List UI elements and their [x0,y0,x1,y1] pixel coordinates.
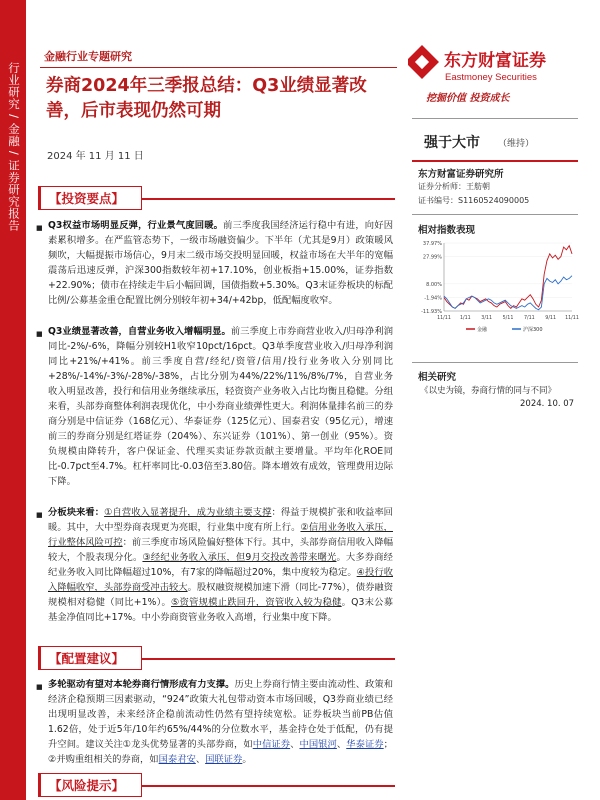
section-title: 【风险提示】 [49,778,125,793]
picks-group-2: 国泰君安、国联证券 [158,754,243,765]
key-point-segments [48,507,393,623]
cert-number: 证书编号：S1160524090005 [418,196,530,205]
legend-label: 沪深300 [523,327,543,333]
rating-bottom-rule [412,160,578,162]
section-rule [142,198,395,200]
chart-title: 相对指数表现 [418,225,476,236]
allocation-lead: 多轮驱动有望对本轮券商行情形成有力支撑。 [48,679,235,690]
picks-group-1: 中信证券、中国银河、华泰证券 [252,739,384,750]
report-date: 2024 年 11 月 11 日 [47,151,144,162]
x-tick-label: 11/11 [437,316,451,321]
y-tick-label: 37.97% [422,241,442,247]
y-tick-label: 8.00% [426,281,442,288]
allocation-mid: ；②并购重组相关的券商，如 [48,739,393,765]
stock-link[interactable]: 中信证券 [252,739,291,750]
legend-label: 金融 [477,327,488,333]
x-tick-label: 7/11 [523,316,535,321]
segment-text: 。Q3末公募基金净值同比+17%。中小券商资管业务收入高增，行业集中度下降。 [48,597,394,623]
analyst-name: 证券分析师：王舫朝 [418,182,490,191]
stock-link[interactable]: 国联证券 [205,754,243,765]
brand-name-en: Eastmoney Securities [445,72,537,83]
stock-link[interactable]: 华泰证券 [346,739,384,750]
x-tick-label: 3/11 [481,316,493,321]
section-title: 【配置建议】 [49,651,125,666]
segment-text: 。大多券商经纪业务收入同比降幅超过10%，有7家的降幅超过20%，集中度较为稳定。 [48,552,393,578]
page-title: 券商2024年三季报总结：Q3业绩显著改善，后市表现仍然可期 [46,76,367,121]
allocation-body: 历史上券商行情主要由流动性、政策和经济企稳预期三因素驱动，“924”政策大礼包带动资本市场回暖，Q3券商业绩已经出现明显改善，未来经济企稳前流动性仍然有望持续宽松。证券板块当前PB估值1.62倍，处于近5年/10年约65%/44%的分位数水平，基金持仓处于低配，仍有提升空间。建议关注①龙头优势显著的头部券商，如 [48,679,393,750]
x-tick-label: 1/11 [459,316,471,321]
rating-box [410,122,580,154]
y-tick-label: -11.93% [421,309,442,315]
bullet-icon: ■ [36,224,43,232]
segment-highlight: ④投行收入降幅收窄，头部券商受冲击较大 [48,567,393,593]
segment-highlight: ⑤资管规模止跌回升，资管收入较为稳健 [171,597,342,608]
segment-highlight: ③经纪业务收入承压，但9月交投改善带来曙光 [142,552,337,563]
segment-text: ：前三季度市场风险偏好整体下行。其中，头部券商信用收入降幅较大，个股表现分化。 [48,537,393,563]
y-tick-label: 27.99% [422,254,442,261]
key-point-2 [36,324,393,489]
rating-top-rule [412,118,578,119]
bullet-icon: ■ [36,683,43,691]
sidebar-text: 行业研究 / 金融 / 证券研究报告 [7,62,21,232]
x-tick-label: 9/11 [545,316,557,321]
related-date: 2024. 10. 07 [520,399,575,409]
key-point-body: 前三季度我国经济运行稳中有进，向好因素累积增多。在严监管态势下，一级市场融资偏少。下半年（尤其是9月）政策暖风频吹，大幅提振市场信心，9月末二级市场交投明显回暖，权益市场在大半年的宽幅震荡后迅速反弹，沪深300指数较年初+17.10%，创业板指+15.00%，证券指数+22.90%；债市在持续走牛后小幅回调，国债指数+5.30%。Q3末证券板块的标配比例/公募基金重仓配置比例分别较年初+34/+42bp，低配幅度收窄。 [48,220,393,306]
x-tick-label: 5/11 [502,316,514,321]
key-point-body: 前三季度上市券商营业收入/归母净利润同比-2%/-6%，降幅分别较H1收窄10pct/16pct。Q3单季度营业收入/归母净利润同比+21%/+41%。前三季度自营/经纪/资管/信用/投行业务收入分别同比+28%/-14%/-3%/-28%/-38%，占比分别为44%/22%/11%/8%/7%，自营业务收入明显改善，投行和信用业务继续承压，轻资资产业务收入占比均衡且稳健。分组来看，头部券商整体利润表现优化，中小券商业绩弹性更大。利润体量排名前三的券商分别是中信证券（168亿元）、华泰证券（125亿元）、国泰君安（95亿元），增速前三的券商分别是红塔证券（204%）、东兴证券（101%）、第一创业（95%）。资负规模由降转升，客户保证金、代理买卖证券款贡献主要增量。平均年化ROE同比-0.7pct至4.7%。杠杆率同比-0.03倍至3.80倍。降本增效有成效，管理费用边际下降。 [48,326,393,487]
section-title: 【投资要点】 [49,191,125,206]
x-tick-label: 11/11 [565,316,579,321]
allocation-paragraph [36,677,393,767]
relative-index-chart [412,235,580,335]
section-header-risk [38,773,395,797]
section-rule [142,658,395,660]
series-line-0 [444,246,572,309]
stock-link[interactable]: 国泰君安 [158,754,196,765]
stock-link[interactable]: 中国银河 [299,739,337,750]
segment-text: ：得益于规模扩张和收益率回暖。其中，大中型券商表现更为亮眼，行业集中度有所上行。 [48,507,393,533]
segment-highlight: ①自营收入显著提升，成为业绩主要支撑 [104,507,272,518]
allocation-end: 。 [242,754,252,765]
segment-text: 。股权融资规模加速下滑（同比-77%），债券融资规模相对稳健（同比+1%）。 [48,582,393,608]
y-tick-label: -1.94% [424,295,442,302]
key-point-lead: 分板块来看： [48,507,105,518]
header-divider [40,67,397,68]
brand-slogan: 挖掘价值 投资成长 [426,93,510,104]
bullet-icon: ■ [36,511,43,519]
segment-highlight: ②信用业务收入承压，行业整体风险可控 [48,522,393,548]
sidebar-strip [0,0,26,800]
rating-value: 强于大市 [424,135,480,151]
key-point-3 [36,505,394,625]
institute-name: 东方财富证券研究所 [418,169,504,180]
brand-logo [408,44,568,86]
key-point-lead: Q3业绩显著改善，自营业务收入增幅明显。 [48,326,231,337]
related-title: 相关研究 [418,372,457,383]
brand-mark-icon [408,45,439,79]
section-header-key-points [38,186,395,210]
institute-rule [412,214,578,215]
report-type: 金融行业专题研究 [44,50,132,63]
bullet-icon: ■ [36,330,43,338]
key-point-1 [36,218,393,308]
related-item[interactable]: 《以史为镜，券商行情的同与不同》 [420,386,557,396]
key-point-lead: Q3权益市场明显反弹，行业景气度回暖。 [48,220,224,231]
related-rule [412,362,578,363]
rating-note: （维持） [498,139,535,149]
section-header-allocation [38,646,395,670]
brand-name: 东方财富证券 [444,51,546,71]
section-rule [142,785,395,787]
